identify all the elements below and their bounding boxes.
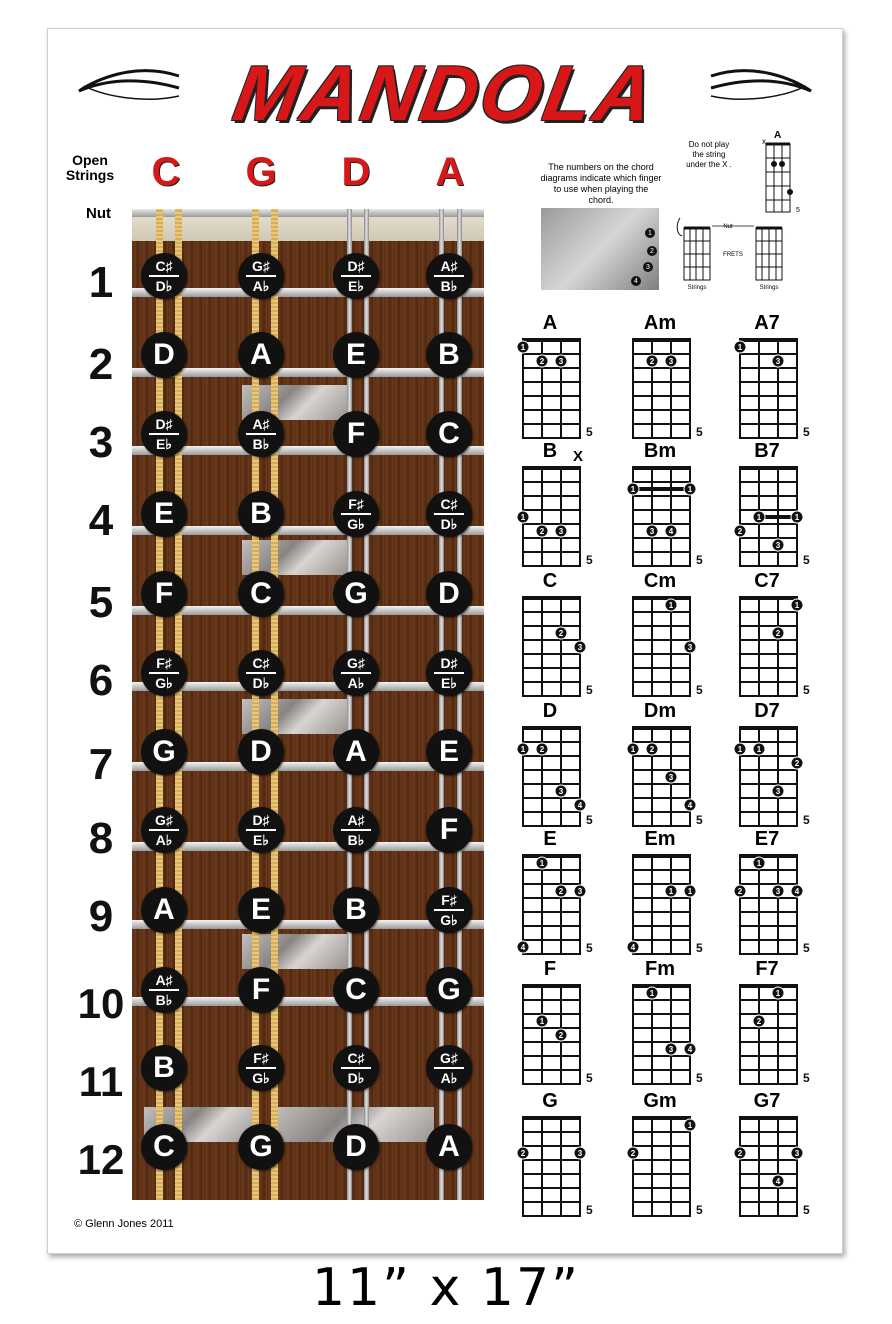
sharp-name: G♯ — [252, 258, 270, 274]
chord-grid — [712, 1090, 822, 1218]
finger-number: 1 — [630, 485, 636, 494]
flat-name: B♭ — [440, 278, 458, 294]
sharp-name: G♯ — [347, 655, 365, 671]
finger-number: 2 — [520, 1149, 526, 1158]
flat-name: E♭ — [348, 278, 364, 294]
flat-name: E♭ — [156, 436, 172, 452]
flat-name: B♭ — [347, 832, 365, 848]
finger-number: 2 — [539, 357, 545, 366]
finger-number: 1 — [775, 989, 781, 998]
left-swirl-ornament — [74, 66, 184, 106]
fret-marker: 5 — [803, 813, 810, 827]
finger-number: 1 — [687, 887, 693, 896]
chord-grid — [712, 700, 822, 828]
finger-number: 3 — [577, 643, 583, 652]
fret-number: 12 — [77, 1136, 125, 1183]
fret-number: 4 — [88, 496, 114, 545]
open-string-note: D — [341, 150, 371, 194]
finger-number: 3 — [649, 527, 655, 536]
finger-number: 2 — [775, 629, 781, 638]
chord-diagram — [495, 570, 605, 698]
chord-diagram — [605, 958, 715, 1086]
fret-note — [426, 253, 472, 299]
chord-grid — [712, 958, 822, 1086]
finger-number: 3 — [687, 643, 693, 652]
fret-marker: 5 — [586, 1071, 593, 1085]
chord-diagram — [605, 570, 715, 698]
flat-name: D♭ — [155, 278, 173, 294]
fret-marker: 5 — [696, 553, 703, 567]
finger-number: 1 — [649, 989, 655, 998]
chord-diagram — [495, 1090, 605, 1218]
fret-note: C — [141, 1124, 187, 1170]
finger-number: 2 — [558, 887, 564, 896]
chord-grid — [495, 1090, 605, 1218]
size-caption: 11” x 17” — [311, 1258, 581, 1318]
fret-number: 10 — [77, 980, 125, 1027]
finger-number: 2 — [794, 759, 800, 768]
fret-marker: 5 — [586, 553, 593, 567]
fret-note: E — [238, 887, 284, 933]
fret-marker: 5 — [696, 683, 703, 697]
sharp-name: C♯ — [347, 1050, 365, 1066]
chord-grid — [712, 312, 822, 440]
fret-note — [238, 1045, 284, 1091]
fret-note: D — [238, 729, 284, 775]
fret-note: G — [141, 729, 187, 775]
finger-number: 3 — [558, 527, 564, 536]
fret-number: 9 — [88, 892, 114, 941]
chord-diagram — [712, 958, 822, 1086]
chord-name: G — [542, 1090, 558, 1112]
finger-number: 2 — [756, 1017, 762, 1026]
fret-note — [426, 887, 472, 933]
chord-diagram — [712, 312, 822, 440]
flat-name: A♭ — [440, 1070, 458, 1086]
x-example-x: x — [762, 137, 766, 146]
fret-note: A — [238, 332, 284, 378]
fret-number: 7 — [88, 740, 114, 789]
fret-note: F — [333, 411, 379, 457]
chord-name: C — [542, 570, 558, 592]
fret-marker: 5 — [586, 1203, 593, 1217]
x-explanation: Do not play the string under the X . — [686, 140, 732, 169]
nut-label: Nut — [86, 205, 111, 222]
chord-name: B7 — [754, 440, 780, 462]
fret-number: 5 — [88, 578, 114, 627]
fret-note: E — [426, 729, 472, 775]
chord-diagram-legend — [676, 214, 786, 292]
finger-number: 3 — [558, 357, 564, 366]
sharp-name: C♯ — [155, 258, 173, 274]
fret-note — [333, 491, 379, 537]
fret-note — [141, 411, 187, 457]
finger-number: 1 — [687, 485, 693, 494]
fret-note: B — [141, 1045, 187, 1091]
finger-number: 1 — [668, 887, 674, 896]
finger-number: 4 — [577, 801, 583, 810]
finger-number: 1 — [794, 513, 800, 522]
finger-number: 1 — [645, 228, 655, 238]
fret-note — [238, 650, 284, 696]
finger-number: 3 — [668, 357, 674, 366]
chord-name: E — [543, 828, 557, 850]
finger-number: 2 — [737, 1149, 743, 1158]
chord-name: G7 — [753, 1090, 781, 1112]
sharp-name: F♯ — [348, 496, 364, 512]
chord-grid — [495, 700, 605, 828]
fret-note: C — [333, 967, 379, 1013]
open-string-note: C — [151, 150, 181, 194]
chord-name: D — [542, 700, 558, 722]
fret-note: A — [426, 1124, 472, 1170]
fret-note: B — [238, 491, 284, 537]
svg-text:Nut: Nut — [723, 224, 733, 230]
fret-marker: 5 — [586, 813, 593, 827]
flat-name: G♭ — [347, 516, 365, 532]
sharp-name: A♯ — [440, 258, 458, 274]
finger-number: 2 — [737, 527, 743, 536]
fret-note: A — [333, 729, 379, 775]
fret-marker: 5 — [803, 1071, 810, 1085]
fret-note: D — [426, 571, 472, 617]
chord-grid — [605, 312, 715, 440]
finger-number: 4 — [687, 1045, 693, 1054]
fret-marker: 5 — [696, 1203, 703, 1217]
flat-name: E♭ — [253, 832, 269, 848]
flat-name: D♭ — [347, 1070, 365, 1086]
sharp-name: F♯ — [253, 1050, 269, 1066]
chord-grid — [495, 958, 605, 1086]
flat-name: G♭ — [440, 912, 458, 928]
hand-photo — [541, 208, 659, 290]
finger-number: 1 — [756, 859, 762, 868]
fret-note — [141, 967, 187, 1013]
sharp-name: D♯ — [252, 812, 270, 828]
chord-diagram — [495, 958, 605, 1086]
finger-number: 1 — [539, 859, 545, 868]
chord-diagram — [495, 828, 605, 956]
fret-marker: 5 — [586, 425, 593, 439]
finger-number: 3 — [577, 887, 583, 896]
fret-note — [333, 1045, 379, 1091]
chord-diagram — [712, 570, 822, 698]
fret-number: 8 — [88, 814, 114, 863]
fret-note: B — [426, 332, 472, 378]
chord-grid — [605, 958, 715, 1086]
sharp-name: D♯ — [347, 258, 365, 274]
finger-number: 3 — [668, 1045, 674, 1054]
fret-marker: 5 — [803, 553, 810, 567]
chord-diagram — [605, 440, 715, 568]
muted-string-x: X — [573, 448, 584, 465]
fret-note: D — [333, 1124, 379, 1170]
flat-name: B♭ — [252, 436, 270, 452]
fret-note — [141, 253, 187, 299]
finger-number: 3 — [668, 773, 674, 782]
fret-marker: 5 — [803, 683, 810, 697]
sharp-name: D♯ — [440, 655, 458, 671]
chord-name: B — [542, 440, 558, 462]
finger-number: 3 — [643, 262, 653, 272]
chord-diagram — [605, 700, 715, 828]
chord-diagram — [712, 828, 822, 956]
finger-number: 1 — [794, 601, 800, 610]
flat-name: D♭ — [440, 516, 458, 532]
finger-number: 1 — [737, 745, 743, 754]
open-string-note: G — [245, 150, 277, 194]
fret-note: G — [426, 967, 472, 1013]
sharp-name: A♯ — [252, 416, 270, 432]
chord-name: Dm — [643, 700, 677, 722]
finger-number: 1 — [520, 343, 526, 352]
fret-note: C — [426, 411, 472, 457]
finger-number: 3 — [775, 541, 781, 550]
fret-number: 6 — [88, 656, 114, 705]
finger-number: 2 — [539, 745, 545, 754]
chord-name: Fm — [645, 958, 675, 980]
fret-note: D — [141, 332, 187, 378]
chord-name: Gm — [643, 1090, 677, 1112]
finger-number: 4 — [520, 943, 526, 952]
flat-name: E♭ — [441, 675, 457, 691]
fret-note: F — [426, 807, 472, 853]
finger-number: 4 — [630, 943, 636, 952]
fret-note — [333, 650, 379, 696]
svg-text:Strings: Strings — [687, 285, 707, 291]
chord-grid — [605, 440, 715, 568]
finger-number: 3 — [577, 1149, 583, 1158]
flat-name: A♭ — [347, 675, 365, 691]
fret-marker: 5 — [696, 941, 703, 955]
fret-marker: 5 — [696, 425, 703, 439]
chord-diagram — [605, 828, 715, 956]
copyright: © Glenn Jones 2011 — [74, 1218, 174, 1230]
finger-number: 1 — [520, 513, 526, 522]
finger-number: 2 — [630, 1149, 636, 1158]
chord-grid — [605, 828, 715, 956]
chord-name: A7 — [754, 312, 780, 334]
finger-number: 3 — [558, 787, 564, 796]
fret-note — [426, 491, 472, 537]
fret-marker: 5 — [586, 683, 593, 697]
fret-note: C — [238, 571, 284, 617]
chord-name: Em — [644, 828, 676, 850]
fret-note: B — [333, 887, 379, 933]
chord-name: F7 — [755, 958, 779, 980]
fret-note — [238, 411, 284, 457]
fret-note: G — [333, 571, 379, 617]
finger-number: 3 — [794, 1149, 800, 1158]
finger-number: 2 — [737, 887, 743, 896]
chord-name: F — [543, 958, 557, 980]
fret-note: G — [238, 1124, 284, 1170]
chord-grid — [495, 440, 605, 568]
fret-marker: 5 — [803, 425, 810, 439]
chord-diagram — [605, 312, 715, 440]
chord-diagram — [495, 312, 605, 440]
fret-note: E — [141, 491, 187, 537]
flat-name: G♭ — [252, 1070, 270, 1086]
sharp-name: C♯ — [252, 655, 270, 671]
x-example-name: A — [774, 130, 782, 141]
finger-number: 1 — [756, 745, 762, 754]
fret-wire — [132, 209, 484, 217]
right-swirl-ornament — [706, 66, 816, 106]
chord-grid — [495, 312, 605, 440]
finger-number: 1 — [539, 1017, 545, 1026]
fret-number: 11 — [78, 1058, 124, 1105]
flat-name: A♭ — [252, 278, 270, 294]
finger-number: 4 — [631, 276, 641, 286]
finger-number: 4 — [775, 1177, 781, 1186]
chord-name: E7 — [754, 828, 780, 850]
fret-number: 1 — [88, 258, 114, 307]
fret-note — [141, 807, 187, 853]
chord-diagram — [712, 440, 822, 568]
x-example-fret: 5 — [796, 207, 800, 214]
fret-note — [238, 807, 284, 853]
finger-number: 1 — [630, 745, 636, 754]
fret-number: 2 — [88, 340, 114, 389]
chord-name: C7 — [754, 570, 780, 592]
finger-number: 2 — [558, 629, 564, 638]
sharp-name: D♯ — [155, 416, 173, 432]
chord-name: Bm — [643, 440, 677, 462]
finger-number: 1 — [687, 1121, 693, 1130]
flat-name: G♭ — [155, 675, 173, 691]
fret-note — [141, 650, 187, 696]
finger-number: 3 — [775, 887, 781, 896]
sharp-name: G♯ — [155, 812, 173, 828]
svg-text:Strings: Strings — [759, 285, 779, 291]
svg-text:FRETS: FRETS — [723, 252, 743, 258]
chord-diagram — [712, 700, 822, 828]
finger-number: 2 — [539, 527, 545, 536]
poster-title: MANDOLA — [227, 49, 663, 137]
finger-number: 4 — [668, 527, 674, 536]
fret-note — [426, 1045, 472, 1091]
finger-number: 4 — [794, 887, 800, 896]
fret-note: E — [333, 332, 379, 378]
sharp-name: G♯ — [440, 1050, 458, 1066]
chord-name: A — [542, 312, 558, 334]
finger-number: 2 — [649, 745, 655, 754]
fret-note: F — [141, 571, 187, 617]
chord-name: Cm — [643, 570, 677, 592]
finger-number: 3 — [775, 787, 781, 796]
chord-grid — [605, 700, 715, 828]
finger-number: 2 — [558, 1031, 564, 1040]
chord-name: D7 — [754, 700, 780, 722]
fret-marker: 5 — [803, 941, 810, 955]
fret-note — [333, 253, 379, 299]
sharp-name: C♯ — [440, 496, 458, 512]
fret-note — [426, 650, 472, 696]
fret-marker: 5 — [586, 941, 593, 955]
chord-grid — [712, 440, 822, 568]
open-string-note: A — [435, 150, 465, 194]
chord-grid — [712, 828, 822, 956]
finger-number: 2 — [647, 246, 657, 256]
open-strings-label: Open Strings — [65, 152, 115, 183]
chord-diagram — [712, 1090, 822, 1218]
fret-note: F — [238, 967, 284, 1013]
chord-grid — [605, 1090, 715, 1218]
chord-diagram — [495, 700, 605, 828]
finger-number: 1 — [520, 745, 526, 754]
chord-name: Am — [643, 312, 677, 334]
x-example-diagram — [760, 128, 810, 218]
sharp-name: F♯ — [156, 655, 172, 671]
chord-grid — [495, 570, 605, 698]
chord-diagram — [495, 440, 605, 568]
fret-marker: 5 — [696, 813, 703, 827]
flat-name: A♭ — [155, 832, 173, 848]
sharp-name: F♯ — [441, 892, 457, 908]
chord-help-text: The numbers on the chord diagrams indicate which finger to use when playing the chord. — [540, 162, 662, 205]
finger-number: 2 — [649, 357, 655, 366]
fret-note — [333, 807, 379, 853]
flat-name: D♭ — [252, 675, 270, 691]
finger-number: 1 — [668, 601, 674, 610]
finger-number: 4 — [687, 801, 693, 810]
flat-name: B♭ — [155, 992, 173, 1008]
chord-grid — [712, 570, 822, 698]
chord-diagram — [605, 1090, 715, 1218]
fret-note — [238, 253, 284, 299]
sharp-name: A♯ — [347, 812, 365, 828]
chord-grid — [605, 570, 715, 698]
sharp-name: A♯ — [155, 972, 173, 988]
finger-number: 3 — [775, 357, 781, 366]
fret-note: A — [141, 887, 187, 933]
finger-number: 1 — [756, 513, 762, 522]
chord-grid — [495, 828, 605, 956]
finger-number: 1 — [737, 343, 743, 352]
fret-number: 3 — [88, 418, 114, 467]
fret-marker: 5 — [696, 1071, 703, 1085]
fret-marker: 5 — [803, 1203, 810, 1217]
